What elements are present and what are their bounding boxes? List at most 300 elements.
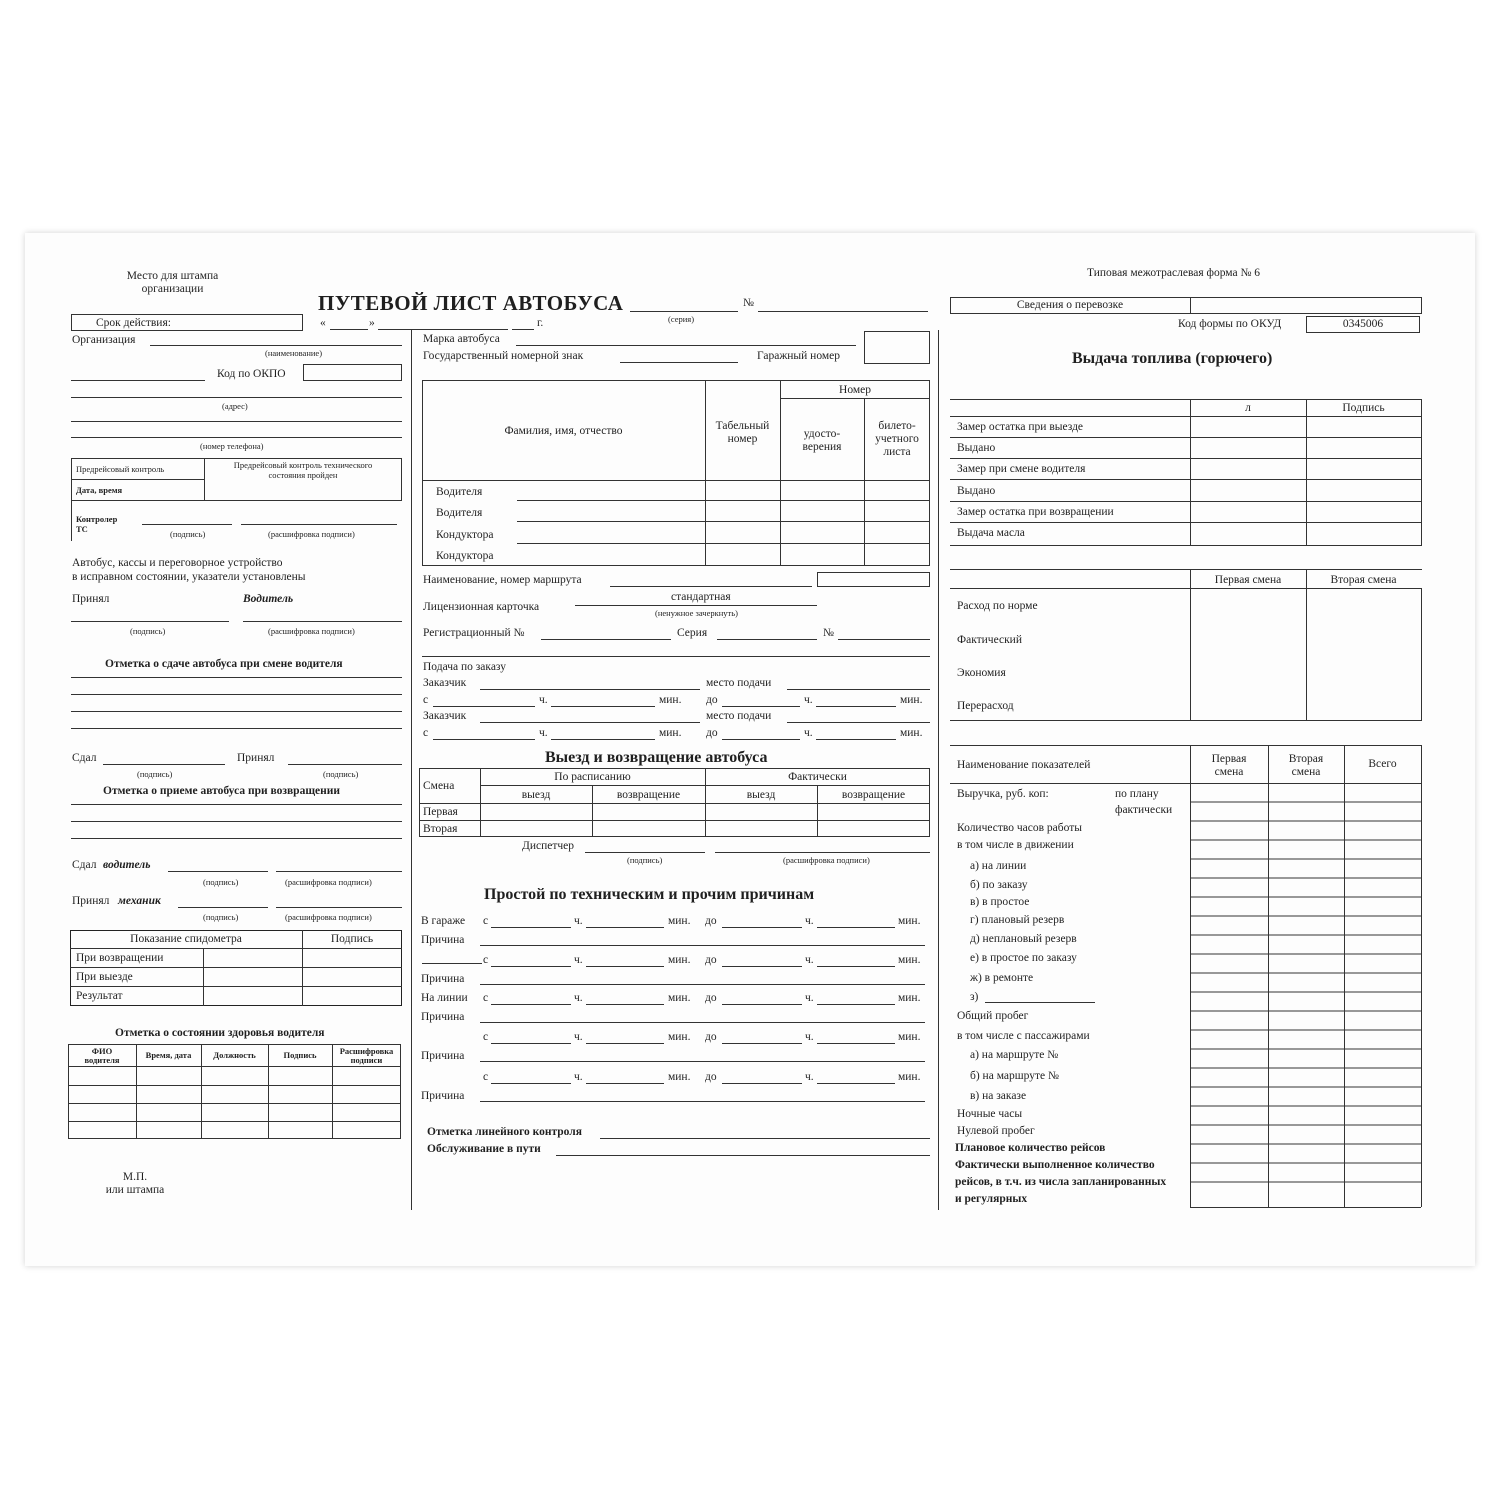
dt-from-4: с xyxy=(483,1031,489,1043)
dispatcher-decode-line xyxy=(715,852,930,853)
ind-planned-trips: Плановое количество рейсов xyxy=(955,1142,1106,1154)
fuel-row-line-3 xyxy=(950,479,1422,480)
fuel-bottom-line xyxy=(950,545,1422,546)
ind-trips-planned: рейсов, в т.ч. из числа запланированных xyxy=(955,1176,1167,1188)
dt-reason-line-1b xyxy=(422,963,482,964)
date-quote-close: » xyxy=(369,317,375,329)
ind-idle-order: е) в простое по заказу xyxy=(970,952,1077,964)
consumption-bottom-line xyxy=(950,720,1422,721)
dt-reason-line-2 xyxy=(480,984,925,985)
transport-info-divider xyxy=(1190,297,1191,314)
speedometer-row-return: При возвращении xyxy=(76,952,164,964)
minutes-label-2: мин. xyxy=(900,694,923,706)
accepted-decode-line xyxy=(243,621,402,622)
mech-sign-line xyxy=(178,907,268,908)
ind-work-hours: Количество часов работы xyxy=(957,822,1082,834)
dt-reason-line-1 xyxy=(480,945,925,946)
number-line xyxy=(758,311,928,312)
revenue-label: Выручка, руб. коп: xyxy=(957,788,1049,800)
series-line xyxy=(630,311,738,312)
controller-sign-line xyxy=(142,524,232,525)
handover-line-4 xyxy=(71,728,402,729)
return-line-1 xyxy=(71,804,402,805)
document-title: ПУТЕВОЙ ЛИСТ АВТОБУСА xyxy=(318,291,624,315)
right-column-divider xyxy=(938,330,939,1210)
fuel-row-3: Замер при смене водителя xyxy=(957,463,1086,475)
health-header-line xyxy=(68,1066,401,1067)
speedometer-sign-header: Подпись xyxy=(330,933,374,945)
speedometer-header: Показание спидометра xyxy=(130,933,242,945)
dt-from-1: с xyxy=(483,915,489,927)
dt-from-m-line-2 xyxy=(586,966,664,967)
dt-h-3: ч. xyxy=(574,954,583,966)
departure-sched-exit: выезд xyxy=(521,789,551,801)
dt-reason-line-3 xyxy=(480,1022,925,1023)
consumption-col-line-2 xyxy=(1306,569,1307,720)
consumption-first-shift: Первая смена xyxy=(1214,574,1282,586)
dt-from-h-line-3 xyxy=(491,1004,571,1005)
consumption-second-shift: Вторая смена xyxy=(1330,574,1397,586)
dt-h-2: ч. xyxy=(805,915,814,927)
date-day-line xyxy=(330,329,368,330)
dt-to-m-line-2 xyxy=(817,966,895,967)
return-line-2 xyxy=(71,821,402,822)
driver-word: водитель xyxy=(103,859,151,871)
license-cross-hint: (ненужное зачеркнуть) xyxy=(655,608,738,618)
fuel-row-line-4 xyxy=(950,501,1422,502)
customer-line-2 xyxy=(480,722,700,723)
hours-label-3: ч. xyxy=(539,727,548,739)
handed-driver-sign-line xyxy=(168,871,268,872)
departure-row-second: Вторая xyxy=(423,823,458,835)
health-col-position: Должность xyxy=(213,1050,256,1060)
stamp-place-label: Место для штампа организации xyxy=(126,270,219,295)
crew-row-driver-1: Водителя xyxy=(436,486,483,498)
ind-regular: и регулярных xyxy=(955,1193,1028,1205)
health-row-line-3 xyxy=(68,1121,401,1122)
series-hint: (серия) xyxy=(668,314,695,324)
health-col-time: Время, дата xyxy=(145,1050,192,1060)
dt-from-h-line-2 xyxy=(491,966,571,967)
crew-header-line xyxy=(422,480,930,481)
organization-name-hint: (наименование) xyxy=(265,348,323,358)
address-hint: (адрес) xyxy=(222,401,248,411)
handed-sign-line xyxy=(103,764,225,765)
downtime-in-garage: В гараже xyxy=(421,915,466,927)
revenue-actual: фактически xyxy=(1115,804,1173,816)
controller-decode-hint: (расшифровка подписи) xyxy=(268,529,355,539)
downtime-on-line: На линии xyxy=(421,992,468,1004)
from-min-line-1 xyxy=(551,706,655,707)
speedometer-row-line-2 xyxy=(70,986,402,987)
line-control-line xyxy=(600,1138,930,1139)
accepted-sign-line xyxy=(71,621,229,622)
consumption-top-line xyxy=(950,569,1422,570)
date-year-line xyxy=(512,329,534,330)
consumption-col-line-3 xyxy=(1421,588,1422,720)
speedometer-row-result: Результат xyxy=(76,990,123,1002)
ind-planned-reserve: г) плановый резерв xyxy=(970,914,1065,926)
state-number-label: Государственный номерной знак xyxy=(423,350,584,362)
to-min-line-2 xyxy=(816,739,896,740)
ind-actual-trips: Фактически выполненное количество xyxy=(955,1159,1155,1171)
fuel-row-5: Замер остатка при возвращении xyxy=(957,506,1114,518)
dt-h-4: ч. xyxy=(805,954,814,966)
dt-from-h-line-5 xyxy=(491,1083,571,1084)
ind-route-b: б) на маршруте № xyxy=(970,1070,1059,1082)
from-hours-line-1 xyxy=(433,706,535,707)
from-min-line-2 xyxy=(551,739,655,740)
consumption-row-1: Расход по норме xyxy=(957,600,1038,612)
mechanic-word: механик xyxy=(118,895,161,907)
reg-extra-line xyxy=(422,656,930,657)
dt-from-3: с xyxy=(483,992,489,1004)
customer-label-1: Заказчик xyxy=(423,677,467,689)
minutes-label-3: мин. xyxy=(659,727,682,739)
dispatcher-sign-hint: (подпись) xyxy=(627,855,663,865)
crew-table xyxy=(422,380,930,566)
from-hours-line-2 xyxy=(433,739,535,740)
fuel-header-line xyxy=(950,416,1422,417)
pretrip-divider xyxy=(204,458,205,501)
fuel-title: Выдача топлива (горючего) xyxy=(1072,350,1273,367)
handover-title: Отметка о сдаче автобуса при смене водителя xyxy=(105,658,343,670)
garage-number-box[interactable] xyxy=(864,331,930,364)
health-row-line-2 xyxy=(68,1103,401,1104)
mech-sign-hint: (подпись) xyxy=(203,912,239,922)
ind-other-line xyxy=(985,1002,1095,1003)
feed-place-line-1 xyxy=(787,689,930,690)
dt-m-4: мин. xyxy=(898,954,921,966)
crew-row-conductor-2: Кондуктора xyxy=(436,550,494,562)
fuel-col-line-1 xyxy=(1190,399,1191,545)
license-standard: стандартная xyxy=(671,591,731,603)
crew-col-line-1 xyxy=(705,380,706,566)
dt-to-1: до xyxy=(705,915,717,927)
dt-from-h-line-4 xyxy=(491,1043,571,1044)
departure-header-line xyxy=(480,785,930,786)
left-column-divider xyxy=(411,330,412,1210)
indicators-top-line xyxy=(950,745,1422,746)
dt-reason-line-4 xyxy=(480,1061,925,1062)
pretrip-tech-label: Предрейсовый контроль технического состояния пройден xyxy=(233,460,373,480)
ind-in-motion: в том числе в движении xyxy=(957,839,1074,851)
dt-reason-3: Причина xyxy=(421,1011,465,1023)
dt-m-8: мин. xyxy=(898,1031,921,1043)
route-name-line xyxy=(610,586,812,587)
handover-line-2 xyxy=(71,694,402,695)
controller-label: Контролер ТС xyxy=(76,514,118,534)
crew-ticket-header: билето- учетного листа xyxy=(875,420,919,459)
controller-sign-hint: (подпись) xyxy=(170,529,206,539)
bus-ok-statement: Автобус, кассы и переговорное устройство в исправном состоянии, указатели установлены xyxy=(72,557,306,584)
reg-number-label: Регистрационный № xyxy=(423,627,525,639)
to-label-1: до xyxy=(706,694,718,706)
minutes-label-1: мин. xyxy=(659,694,682,706)
fuel-row-1: Замер остатка при выезде xyxy=(957,421,1084,433)
fuel-top-line xyxy=(950,399,1422,400)
ind-on-line: а) на линии xyxy=(970,860,1027,872)
dt-m-2: мин. xyxy=(898,915,921,927)
dt-to-m-line-4 xyxy=(817,1043,895,1044)
indicators-bottom-line xyxy=(1190,1207,1421,1208)
departure-actual-header: Фактически xyxy=(788,771,847,783)
fuel-row-line-1 xyxy=(950,437,1422,438)
accepted-sign-hint: (подпись) xyxy=(130,626,166,636)
dt-m-10: мин. xyxy=(898,1071,921,1083)
dt-from-h-line-1 xyxy=(491,927,571,928)
dispatcher-decode-hint: (расшифровка подписи) xyxy=(783,855,870,865)
ind-by-order: б) по заказу xyxy=(970,879,1028,891)
accepted-decode-hint: (расшифровка подписи) xyxy=(268,626,355,636)
minutes-label-4: мин. xyxy=(900,727,923,739)
indicators-total: Всего xyxy=(1368,758,1397,770)
date-month-line xyxy=(378,329,508,330)
health-col-fio: ФИО водителя xyxy=(84,1046,120,1066)
fuel-row-line-2 xyxy=(950,458,1422,459)
dt-from-m-line-3 xyxy=(586,1004,664,1005)
feed-place-label-1: место подачи xyxy=(706,677,772,689)
dt-to-h-line-3 xyxy=(722,1004,802,1005)
hours-label-4: ч. xyxy=(804,727,813,739)
dt-from-m-line-1 xyxy=(586,927,664,928)
organization-label: Организация xyxy=(72,334,136,346)
health-row-line-1 xyxy=(68,1085,401,1086)
bus-brand-label: Марка автобуса xyxy=(423,333,500,345)
indicators-first-shift: Первая смена xyxy=(1211,753,1247,778)
dt-h-10: ч. xyxy=(805,1071,814,1083)
hours-label-1: ч. xyxy=(539,694,548,706)
organization-line-2 xyxy=(71,380,205,381)
dt-h-9: ч. xyxy=(574,1071,583,1083)
departure-sched-return: возвращение xyxy=(616,789,681,801)
number-sign: № xyxy=(743,297,754,309)
consumption-row-2: Фактический xyxy=(957,634,1022,646)
line-control-label: Отметка линейного контроля xyxy=(427,1126,582,1138)
departure-subheader-line xyxy=(419,803,930,804)
to-hours-line-1 xyxy=(722,706,800,707)
dt-to-5: до xyxy=(705,1071,717,1083)
dt-reason-5: Причина xyxy=(421,1090,465,1102)
hours-label-2: ч. xyxy=(804,694,813,706)
departure-shift-header: Смена xyxy=(423,780,455,792)
dt-from-m-line-5 xyxy=(586,1083,664,1084)
service-label: Обслуживание в пути xyxy=(427,1143,541,1155)
dt-m-7: мин. xyxy=(668,1031,691,1043)
dt-reason-2: Причина xyxy=(421,973,465,985)
ind-other: з) xyxy=(970,991,979,1003)
dt-from-2: с xyxy=(483,954,489,966)
okpo-label: Код по ОКПО xyxy=(217,368,286,380)
dt-m-5: мин. xyxy=(668,992,691,1004)
dt-from-m-line-4 xyxy=(586,1043,664,1044)
dt-h-7: ч. xyxy=(574,1031,583,1043)
handover-line-1 xyxy=(71,677,402,678)
bus-brand-line xyxy=(516,345,856,346)
okud-value: 0345006 xyxy=(1342,318,1384,330)
to-label-2: до xyxy=(706,727,718,739)
departure-row-first: Первая xyxy=(423,806,458,818)
accepted2-label: Принял xyxy=(237,752,275,764)
ind-on-order: в) на заказе xyxy=(970,1090,1027,1102)
speedometer-col-line xyxy=(203,948,204,1006)
dt-m-3: мин. xyxy=(668,954,691,966)
year-suffix: г. xyxy=(537,317,544,329)
dt-to-h-line-1 xyxy=(722,927,802,928)
accepted-mech-label: Принял xyxy=(72,895,110,907)
handover-line-3 xyxy=(71,711,402,712)
handed-driver-sign-hint: (подпись) xyxy=(203,877,239,887)
indicators-header: Наименование показателей xyxy=(957,759,1091,771)
speedometer-header-line xyxy=(70,948,402,949)
health-col-sign: Подпись xyxy=(283,1050,317,1060)
form-type-label: Типовая межотраслевая форма № 6 xyxy=(1087,267,1261,279)
license-card-line xyxy=(575,605,817,606)
dt-to-2: до xyxy=(705,954,717,966)
dt-to-h-line-4 xyxy=(722,1043,802,1044)
ind-with-passengers: в том числе с пассажирами xyxy=(957,1030,1090,1042)
garage-number-label: Гаражный номер xyxy=(757,350,840,362)
transport-info-label: Сведения о перевозке xyxy=(1016,299,1124,311)
handed-driver-decode-hint: (расшифровка подписи) xyxy=(285,877,372,887)
fuel-row-line-5 xyxy=(950,522,1422,523)
health-col-decode: Расшифровка подписи xyxy=(339,1046,394,1066)
dt-to-3: до xyxy=(705,992,717,1004)
ind-zero-mileage: Нулевой пробег xyxy=(957,1125,1035,1137)
dt-m-9: мин. xyxy=(668,1071,691,1083)
controller-left-line xyxy=(71,501,72,541)
service-line xyxy=(556,1155,930,1156)
dt-h-8: ч. xyxy=(805,1031,814,1043)
dispatcher-label: Диспетчер xyxy=(522,840,575,852)
from-label-1: с xyxy=(423,694,429,706)
fuel-row-4: Выдано xyxy=(957,485,996,497)
address-line xyxy=(71,397,402,398)
crew-col-line-2 xyxy=(780,380,781,566)
fuel-liters-header: л xyxy=(1245,402,1251,414)
to-hours-line-2 xyxy=(722,739,800,740)
ind-route-a: а) на маршруте № xyxy=(970,1049,1059,1061)
ind-unplanned-reserve: д) неплановый резерв xyxy=(970,933,1077,945)
feed-place-label-2: место подачи xyxy=(706,710,772,722)
series-label: Серия xyxy=(677,627,708,639)
dt-to-m-line-3 xyxy=(817,1004,895,1005)
consumption-header-line xyxy=(950,588,1422,589)
fuel-row-2: Выдано xyxy=(957,442,996,454)
crew-number-header: Номер xyxy=(839,384,871,396)
reg-number-sign: № xyxy=(823,627,834,639)
pretrip-control-label: Предрейсовый контроль xyxy=(76,464,165,474)
departure-title: Выезд и возвращение автобуса xyxy=(545,749,768,766)
reg-no-line xyxy=(838,639,930,640)
date-time-label: Дата, время xyxy=(76,485,123,495)
ind-idle: в) в простое xyxy=(970,896,1030,908)
controller-decode-line xyxy=(241,524,397,525)
route-name-label: Наименование, номер маршрута xyxy=(423,574,582,586)
series-value-line xyxy=(717,639,817,640)
order-feed-label: Подача по заказу xyxy=(423,661,506,673)
departure-row-line xyxy=(419,820,930,821)
crew-row-line-2 xyxy=(517,521,930,522)
handed-driver-decode-line xyxy=(276,871,402,872)
mech-decode-line xyxy=(276,907,402,908)
crew-tab-header: Табельный номер xyxy=(715,420,770,446)
from-label-2: с xyxy=(423,727,429,739)
dt-h-1: ч. xyxy=(574,915,583,927)
route-number-box[interactable] xyxy=(817,572,930,587)
customer-line-1 xyxy=(480,689,700,690)
dt-to-4: до xyxy=(705,1031,717,1043)
dispatcher-sign-line xyxy=(585,852,705,853)
validity-label: Срок действия: xyxy=(96,317,171,329)
crew-row-line-3 xyxy=(517,543,930,544)
dt-to-h-line-2 xyxy=(722,966,802,967)
handed-sign-hint: (подпись) xyxy=(137,769,173,779)
phone-line xyxy=(71,437,402,438)
dt-reason-4: Причина xyxy=(421,1050,465,1062)
dt-h-6: ч. xyxy=(805,992,814,1004)
consumption-row-4: Перерасход xyxy=(957,700,1014,712)
indicators-second-shift: Вторая смена xyxy=(1288,753,1324,778)
dt-to-m-line-5 xyxy=(817,1083,895,1084)
state-number-line xyxy=(620,362,738,363)
dt-m-1: мин. xyxy=(668,915,691,927)
driver-italic-label: Водитель xyxy=(243,593,294,605)
return-title: Отметка о приеме автобуса при возвращении xyxy=(103,785,341,797)
accepted-label: Принял xyxy=(72,593,110,605)
speedometer-row-line-1 xyxy=(70,967,402,968)
departure-actual-exit: выезд xyxy=(746,789,776,801)
to-min-line-1 xyxy=(816,706,896,707)
consumption-row-3: Экономия xyxy=(957,667,1006,679)
accepted2-sign-line xyxy=(288,764,402,765)
consumption-col-line-1 xyxy=(1190,569,1191,720)
handed-driver-label: Сдал xyxy=(72,859,97,871)
dt-reason-1: Причина xyxy=(421,934,465,946)
fuel-signature-header: Подпись xyxy=(1342,402,1385,414)
dt-reason-line-5 xyxy=(480,1101,925,1102)
pretrip-h-divider xyxy=(71,479,204,480)
departure-schedule-header: По расписанию xyxy=(554,771,631,783)
dt-h-5: ч. xyxy=(574,992,583,1004)
speedometer-row-exit: При выезде xyxy=(76,971,133,983)
mp-label: М.П. или штампа xyxy=(105,1171,165,1197)
date-quote-open: « xyxy=(320,317,326,329)
crew-number-line xyxy=(780,398,930,399)
indicators-grid xyxy=(1190,783,1422,1207)
okpo-box[interactable] xyxy=(303,364,402,381)
ind-night-hours: Ночные часы xyxy=(957,1108,1023,1120)
organization-line xyxy=(150,345,402,346)
feed-place-line-2 xyxy=(787,722,930,723)
health-title: Отметка о состоянии здоровья водителя xyxy=(115,1027,325,1039)
fuel-row-6: Выдача масла xyxy=(957,527,1025,539)
mech-decode-hint: (расшифровка подписи) xyxy=(285,912,372,922)
return-line-3 xyxy=(71,838,402,839)
ind-repair: ж) в ремонте xyxy=(970,972,1034,984)
departure-actual-return: возвращение xyxy=(841,789,906,801)
crew-row-driver-2: Водителя xyxy=(436,507,483,519)
fuel-col-line-2 xyxy=(1306,399,1307,545)
okud-label: Код формы по ОКУД xyxy=(1178,318,1282,330)
crew-fio-header: Фамилия, имя, отчество xyxy=(504,425,623,437)
dt-to-m-line-1 xyxy=(817,927,895,928)
dt-m-6: мин. xyxy=(898,992,921,1004)
crew-row-line-1 xyxy=(517,500,930,501)
dt-to-h-line-5 xyxy=(722,1083,802,1084)
ind-total-mileage: Общий пробег xyxy=(957,1010,1029,1022)
crew-row-conductor-1: Кондуктора xyxy=(436,529,494,541)
